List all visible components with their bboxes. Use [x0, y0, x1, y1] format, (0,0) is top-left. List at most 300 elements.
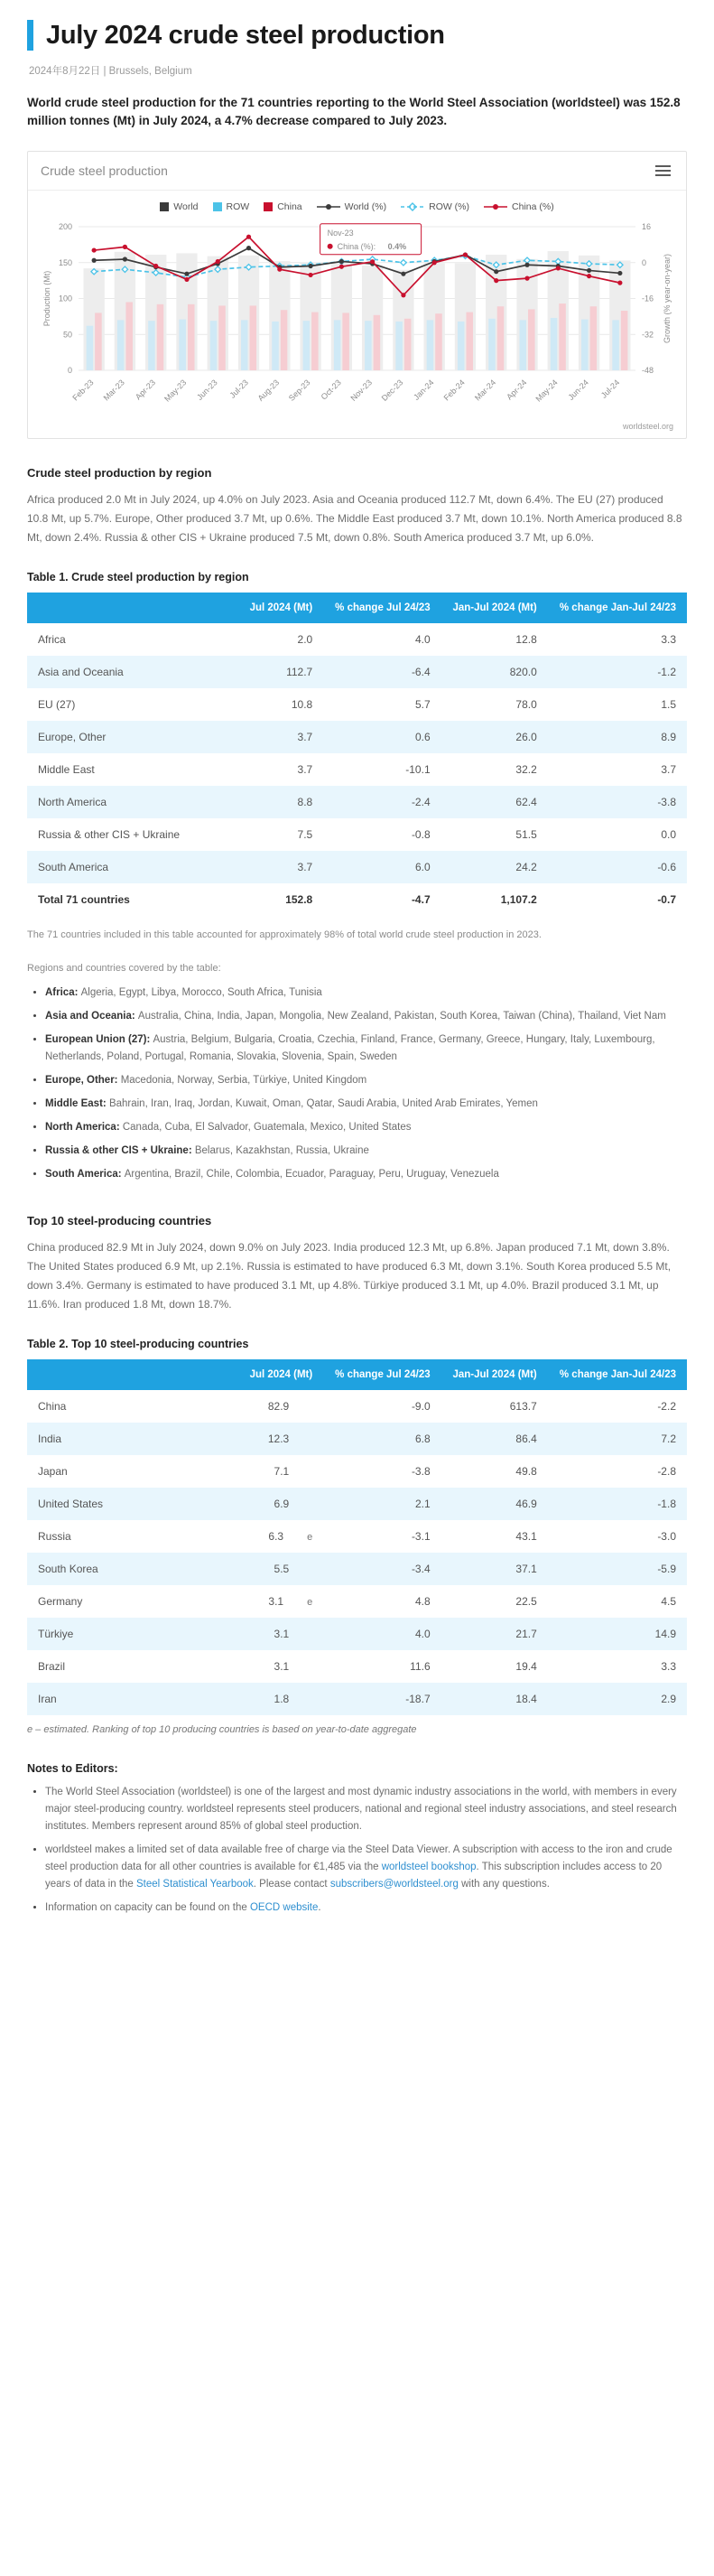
x-axis-tick: Sep-23 [286, 377, 312, 403]
region-list-name: Asia and Oceania: [45, 1010, 138, 1022]
regions-list [27, 985, 687, 1183]
value-cell [238, 1520, 323, 1553]
series-marker [556, 266, 561, 270]
legend-line-marker [484, 202, 507, 211]
table-row [27, 1553, 687, 1585]
bar-china [250, 305, 257, 370]
value-cell: -0.7 [657, 893, 676, 907]
value-cell: -0.8 [411, 828, 431, 842]
region-name-cell: Middle East [38, 763, 95, 777]
value-cell: -3.4 [411, 1563, 431, 1576]
legend-swatch [264, 202, 273, 211]
value-cell: -5.9 [657, 1563, 676, 1576]
table1-caption: Table 1. Crude steel production by region [27, 570, 249, 583]
series-marker [370, 259, 375, 264]
bar-china [435, 313, 442, 370]
section-heading-top10: Top 10 steel-producing countries [27, 1213, 212, 1227]
table-header-row [27, 593, 687, 624]
chart-legend [28, 191, 686, 216]
value-cell: -6.4 [411, 666, 431, 679]
series-marker [524, 275, 529, 280]
value-cell: 37.1 [515, 1563, 537, 1576]
value-cell: -3.8 [657, 796, 676, 809]
y2-axis-tick: -48 [642, 365, 654, 375]
table1-head [27, 593, 687, 624]
table-row [27, 1520, 687, 1553]
region-list-item [45, 1166, 687, 1183]
bar-china [125, 302, 133, 370]
table-row [27, 1650, 687, 1683]
jul-value: 7.1 [274, 1465, 290, 1479]
y2-axis-tick: -32 [642, 329, 654, 339]
legend-item-world[interactable] [160, 201, 198, 212]
note-link[interactable]: worldsteel bookshop [381, 1862, 477, 1873]
chart-plot-area [28, 216, 686, 422]
region-list-countries: Macedonia, Norway, Serbia, Türkiye, United Kingdom [120, 1074, 367, 1086]
value-cell: 4.0 [414, 1628, 431, 1641]
series-marker [432, 260, 437, 265]
publication-date: 2024年8月22日 [29, 66, 101, 77]
region-list-name: North America: [45, 1121, 123, 1133]
series-marker [92, 257, 97, 262]
page-title [27, 20, 687, 51]
value-cell: 51.5 [515, 828, 537, 842]
table2-head [27, 1359, 687, 1391]
value-cell: 3.7 [297, 861, 313, 874]
value-cell: 12.8 [515, 633, 537, 647]
meta-separator: | [103, 66, 109, 77]
series-marker [587, 274, 591, 278]
legend-label: World (%) [344, 201, 387, 212]
series-marker [123, 244, 127, 248]
table-row [27, 623, 687, 656]
value-cell: -3.8 [411, 1465, 431, 1479]
bar-row [551, 317, 558, 369]
series-marker [617, 270, 622, 275]
page-title-text: July 2024 crude steel production [46, 20, 445, 50]
jul-value: 5.5 [274, 1563, 290, 1576]
region-list-item [45, 1143, 687, 1160]
value-cell: 5.7 [414, 698, 431, 712]
region-list-item [45, 985, 687, 1002]
value-cell: 3.7 [297, 731, 313, 744]
value-cell: -1.8 [657, 1498, 676, 1511]
series-marker [494, 278, 498, 283]
bar-row [334, 320, 341, 370]
table1-body [27, 623, 687, 916]
value-cell: 7.5 [297, 828, 313, 842]
y2-axis-tick: -16 [642, 294, 654, 303]
region-list-item [45, 1031, 687, 1066]
bar-china [621, 311, 628, 370]
value-cell: 6.0 [414, 861, 431, 874]
region-name-cell: Russia & other CIS + Ukraine [38, 828, 181, 842]
bar-row [612, 320, 619, 370]
bar-china [374, 314, 381, 369]
x-axis-tick: Jan-24 [412, 377, 436, 402]
country-name-cell: United States [38, 1498, 104, 1511]
series-marker [401, 293, 405, 297]
table2-footnote: e – estimated. Ranking of top 10 producing countries is based on year-to-date aggregate [27, 1724, 417, 1736]
table-row [27, 883, 687, 916]
table1-col-3: Jan-Jul 2024 (Mt) [441, 593, 548, 624]
table-row [27, 1423, 687, 1455]
jul-value: 6.3 [268, 1530, 284, 1544]
note-item: • The World Steel Association (worldsteel) is one of the largest and most dynamic industry associations in the world, with members in every major steel-producing country. worldsteel represents steel producers, national and regional steel industry associations, and steel research institutes. Members represent around 85% of global steel production. [45, 1784, 687, 1835]
value-cell: 8.8 [297, 796, 313, 809]
bar-china [188, 303, 195, 369]
value-cell: 1.5 [661, 698, 676, 712]
value-cell [238, 1390, 323, 1423]
series-marker [153, 263, 158, 267]
x-axis-tick: Apr-23 [133, 377, 158, 402]
tooltip-header: Nov-23 [327, 228, 354, 238]
bar-row [303, 321, 311, 370]
legend-item-china-pct[interactable] [484, 201, 554, 212]
bar-china [218, 305, 226, 370]
value-cell: 22.5 [515, 1595, 537, 1609]
top10-paragraph: China produced 82.9 Mt in July 2024, down 9.0% on July 2023. India produced 12.3 Mt, up 6.8%. Japan produced 7.1 Mt, down 3.8%. The United States produced 6.9 Mt, up 2.1%. Russia is estimated to have produced 6.3 Mt, down 3.1%. South Korea produced 5.5 Mt, down 3.4%. Germany is estimated to have produced 3.1 Mt, up 4.8%. Türkiye produced 3.1 Mt, up 4.0%. Brazil produced 3.1 Mt, up 11.6%. Iran produced 1.8 Mt, down 18.7%. [27, 1240, 672, 1311]
x-axis-tick: Oct-23 [319, 377, 343, 402]
value-cell: -3.1 [411, 1530, 431, 1544]
table-row [27, 1390, 687, 1423]
lede-paragraph: World crude steel production for the 71 countries reporting to the World Steel Association (worldsteel) was 152.8 million tonnes (Mt) in July 2024, a 4.7% decrease compared to July 2023. [27, 96, 681, 128]
regions-intro: Regions and countries covered by the table: [27, 963, 221, 975]
tooltip-series-marker [328, 243, 333, 248]
series-marker [339, 264, 344, 268]
table2-col-4: % change Jan-Jul 24/23 [548, 1359, 687, 1391]
region-list-countries: Australia, China, India, Japan, Mongolia, New Zealand, Pakistan, South Korea, Taiwan (China), Thailand, Viet Nam [137, 1010, 666, 1022]
tooltip-series-label: China (%): [337, 241, 376, 251]
value-cell [238, 1455, 323, 1488]
value-cell: 18.4 [515, 1693, 537, 1706]
title-accent-bar [27, 20, 33, 51]
region-list-name: Middle East: [45, 1097, 109, 1109]
x-axis-tick: Aug-23 [255, 377, 282, 403]
country-name-cell: South Korea [38, 1563, 98, 1576]
estimate-marker: e [307, 1597, 313, 1609]
chart-card [27, 151, 687, 439]
bar-china [528, 309, 535, 370]
x-axis-tick: Dec-23 [379, 377, 405, 403]
value-cell: 86.4 [515, 1433, 537, 1446]
value-cell: 19.4 [515, 1660, 537, 1674]
value-cell: 26.0 [515, 731, 537, 744]
x-axis-tick: Mar-24 [472, 377, 498, 403]
value-cell [238, 1553, 323, 1585]
series-marker [184, 276, 189, 281]
value-cell: 11.6 [410, 1660, 431, 1674]
value-cell: -2.4 [411, 796, 431, 809]
hamburger-icon[interactable] [653, 163, 673, 179]
legend-item-row[interactable] [213, 201, 250, 212]
table-regions [27, 593, 687, 917]
region-list-countries: Canada, Cuba, El Salvador, Guatemala, Mexico, United States [122, 1121, 412, 1133]
notes-list [27, 1784, 687, 1917]
table-row [27, 1455, 687, 1488]
region-name-cell: South America [38, 861, 109, 874]
country-name-cell: Türkiye [38, 1628, 74, 1641]
table-row [27, 851, 687, 883]
note-link[interactable]: Steel Statistical Yearbook [136, 1879, 254, 1890]
value-cell: 62.4 [515, 796, 537, 809]
value-cell [238, 1650, 323, 1683]
y-axis-tick: 200 [58, 221, 72, 231]
legend-swatch [160, 202, 169, 211]
value-cell: -1.2 [657, 666, 676, 679]
series-marker [524, 262, 529, 266]
section-heading-region: Crude steel production by region [27, 465, 212, 480]
value-cell: 152.8 [285, 893, 313, 907]
country-name-cell: India [38, 1433, 62, 1446]
value-cell: 8.9 [661, 731, 676, 744]
series-marker [246, 234, 251, 238]
country-name-cell: China [38, 1400, 67, 1414]
table-row [27, 1585, 687, 1618]
series-marker [463, 252, 468, 257]
value-cell: 24.2 [515, 861, 537, 874]
jul-value: 6.9 [274, 1498, 290, 1511]
value-cell: 2.1 [414, 1498, 431, 1511]
value-cell: -2.2 [657, 1400, 676, 1414]
legend-label: ROW [226, 201, 250, 212]
bar-china [590, 306, 598, 370]
y-axis-tick: 150 [58, 257, 72, 267]
bar-row [210, 321, 218, 370]
country-name-cell: Germany [38, 1595, 83, 1609]
legend-item-world-pct[interactable] [317, 201, 386, 212]
series-marker [587, 267, 591, 272]
value-cell [238, 1423, 323, 1455]
y-axis-tick: 50 [62, 329, 72, 339]
jul-value: 3.1 [274, 1660, 290, 1674]
value-cell: -2.8 [657, 1465, 676, 1479]
table2-caption: Table 2. Top 10 steel-producing countries [27, 1337, 249, 1350]
country-name-cell: Russia [38, 1530, 71, 1544]
value-cell: 112.7 [286, 666, 313, 679]
table-row [27, 753, 687, 786]
series-marker [184, 271, 189, 275]
value-cell: 43.1 [515, 1530, 537, 1544]
x-axis-tick: Apr-24 [505, 377, 529, 402]
note-link[interactable]: subscribers@worldsteel.org [329, 1879, 459, 1890]
legend-item-row-pct[interactable] [401, 201, 469, 212]
region-list-item [45, 1072, 687, 1089]
region-list-name: South America: [45, 1168, 125, 1180]
region-list-countries: Argentina, Brazil, Chile, Colombia, Ecuador, Paraguay, Peru, Uruguay, Venezuela [124, 1168, 499, 1180]
x-axis-tick: Jul-24 [598, 377, 622, 400]
series-marker [617, 280, 622, 285]
bar-china [157, 303, 164, 369]
x-axis-tick: Mar-23 [101, 377, 126, 403]
table1-col-4: % change Jan-Jul 24/23 [548, 593, 687, 624]
table-row [27, 1618, 687, 1650]
region-list-countries: Bahrain, Iran, Iraq, Jordan, Kuwait, Oman, Qatar, Saudi Arabia, United Arab Emirates, Yemen [108, 1097, 538, 1109]
table-row [27, 1488, 687, 1520]
bar-china [311, 312, 319, 369]
bar-row [488, 318, 496, 369]
value-cell [238, 1488, 323, 1520]
legend-line-marker [401, 202, 424, 211]
bar-row [395, 321, 403, 369]
value-cell: 3.3 [661, 1660, 676, 1674]
y-axis-tick: 0 [67, 365, 72, 375]
value-cell: -0.6 [657, 861, 676, 874]
value-cell: 613.7 [509, 1400, 537, 1414]
region-name-cell: Total 71 countries [38, 893, 130, 907]
region-list-name: Russia & other CIS + Ukraine: [45, 1144, 195, 1156]
bar-row [179, 319, 186, 369]
table1-footnote: The 71 countries included in this table accounted for approximately 98% of total world crude steel production in 2023. [27, 929, 542, 941]
chart-credit: worldsteel.org [622, 421, 673, 431]
value-cell: 4.5 [661, 1595, 676, 1609]
note-link[interactable]: OECD website [249, 1902, 319, 1914]
series-marker [308, 263, 312, 267]
x-axis-tick: Nov-23 [348, 377, 375, 403]
value-cell: 820.0 [509, 666, 537, 679]
region-name-cell: Europe, Other [38, 731, 107, 744]
value-cell [238, 1683, 323, 1715]
crude-steel-production-chart [39, 219, 677, 414]
y2-axis-title: Growth (% year-on-year) [663, 253, 672, 343]
bar-row [519, 320, 526, 370]
region-name-cell: Africa [38, 633, 66, 647]
jul-value: 3.1 [268, 1595, 284, 1609]
value-cell: 0.0 [661, 828, 676, 842]
table-row [27, 721, 687, 753]
value-cell: 3.3 [661, 633, 676, 647]
bar-china [466, 312, 473, 369]
table-row [27, 818, 687, 851]
legend-label: World [173, 201, 199, 212]
value-cell: -18.7 [405, 1693, 431, 1706]
table2-col-2: % change Jul 24/23 [323, 1359, 440, 1391]
country-name-cell: Iran [38, 1693, 57, 1706]
legend-label: ROW (%) [429, 201, 470, 212]
region-list-name: Europe, Other: [45, 1074, 121, 1086]
region-list-name: Africa: [45, 986, 81, 998]
table-row [27, 1683, 687, 1715]
table-row [27, 786, 687, 818]
table2-col-3: Jan-Jul 2024 (Mt) [441, 1359, 548, 1391]
series-marker [308, 272, 312, 276]
notes-heading: Notes to Editors: [27, 1762, 118, 1776]
bar-row [241, 320, 248, 370]
value-cell: 1,107.2 [500, 893, 537, 907]
series-marker [216, 258, 220, 263]
table2-body [27, 1390, 687, 1715]
value-cell: 10.8 [291, 698, 313, 712]
region-list-countries: Belarus, Kazakhstan, Russia, Ukraine [194, 1144, 369, 1156]
bar-row [87, 325, 94, 369]
x-axis-tick: May-23 [162, 377, 189, 404]
estimate-marker: e [307, 1532, 313, 1544]
legend-item-china[interactable] [264, 201, 301, 212]
value-cell: 21.7 [515, 1628, 537, 1641]
bar-china [281, 310, 288, 370]
bar-row [117, 320, 125, 370]
chart-title: Crude steel production [41, 163, 168, 178]
jul-value: 12.3 [267, 1433, 290, 1446]
legend-swatch [213, 202, 222, 211]
x-axis-tick: Jun-24 [566, 377, 590, 402]
legend-label: China [277, 201, 302, 212]
series-marker [401, 259, 406, 265]
tooltip-value: 0.4% [387, 241, 407, 251]
bar-china [95, 313, 102, 370]
value-cell: -9.0 [411, 1400, 431, 1414]
note-item: • worldsteel makes a limited set of data available free of charge via the Steel Data Viewer. A subscription with access to the iron and crude steel production data for all other countries is available for €1,485 via the worldsteel bookshop. This subscription includes access to 20 years of data in the Steel Statistical Yearbook. Please contact subscribers@worldsteel.org with any questions. [45, 1842, 687, 1893]
table2-col-1: Jul 2024 (Mt) [238, 1359, 323, 1391]
region-paragraph: Africa produced 2.0 Mt in July 2024, up 4.0% on July 2023. Asia and Oceania produced 112.7 Mt, down 6.4%. The EU (27) produced 10.8 Mt, up 5.7%. Europe, Other produced 3.7 Mt, up 0.6%. The Middle East produced 3.7 Mt, down 10.1%. North America produced 8.8 Mt, down 2.4%. Russia & other CIS + Ukraine produced 7.5 Mt, down 0.8%. South America produced 3.7 Mt, up 6.0%. [27, 492, 682, 544]
value-cell: 3.7 [297, 763, 313, 777]
x-axis-tick: May-24 [533, 377, 560, 404]
legend-label: China (%) [512, 201, 554, 212]
bar-row [427, 320, 434, 370]
value-cell [238, 1618, 323, 1650]
table2-col-0 [27, 1359, 238, 1391]
country-name-cell: Japan [38, 1465, 68, 1479]
table-top10 [27, 1359, 687, 1716]
value-cell: 2.0 [297, 633, 313, 647]
country-name-cell: Brazil [38, 1660, 66, 1674]
bar-row [458, 321, 465, 369]
y2-axis-tick: 16 [642, 221, 652, 231]
publication-meta [29, 63, 687, 78]
x-axis-tick: Feb-24 [441, 377, 467, 403]
table1-col-1: Jul 2024 (Mt) [238, 593, 323, 624]
value-cell: 14.9 [654, 1628, 676, 1641]
value-cell: 2.9 [661, 1693, 676, 1706]
y-axis-title: Production (Mt) [42, 270, 51, 326]
value-cell: 3.7 [661, 763, 676, 777]
bar-china [559, 303, 566, 370]
jul-value: 1.8 [274, 1693, 290, 1706]
series-marker [246, 246, 251, 250]
region-list-item [45, 1119, 687, 1136]
x-axis-tick: Jun-23 [195, 377, 219, 402]
series-marker [277, 266, 282, 271]
legend-line-marker [317, 202, 340, 211]
value-cell: 6.8 [414, 1433, 431, 1446]
bar-row [581, 319, 589, 369]
region-list-name: European Union (27): [45, 1033, 153, 1045]
table-header-row [27, 1359, 687, 1391]
region-name-cell: North America [38, 796, 107, 809]
table-row [27, 656, 687, 688]
jul-value: 82.9 [267, 1400, 290, 1414]
value-cell [238, 1585, 323, 1618]
bar-china [497, 306, 505, 370]
value-cell: -4.7 [411, 893, 431, 907]
jul-value: 3.1 [274, 1628, 290, 1641]
value-cell: -3.0 [657, 1530, 676, 1544]
bar-row [365, 321, 372, 370]
series-marker [339, 258, 344, 263]
bar-row [272, 321, 279, 369]
value-cell: 4.0 [414, 633, 431, 647]
value-cell: 32.2 [515, 763, 537, 777]
region-list-countries: Austria, Belgium, Bulgaria, Croatia, Czechia, Finland, France, Germany, Greece, Hungary, Italy, Luxembourg, Netherlands, Poland, Portugal, Romania, Slovakia, Slovenia, Spain, Sweden [45, 1033, 655, 1062]
value-cell: -10.1 [405, 763, 431, 777]
table-row [27, 688, 687, 721]
series-marker [123, 257, 127, 261]
region-name-cell: EU (27) [38, 698, 76, 712]
note-item: • Information on capacity can be found on the OECD website. [45, 1899, 687, 1917]
series-marker [401, 271, 405, 275]
bar-china [404, 318, 412, 369]
y-axis-tick: 100 [58, 294, 72, 303]
